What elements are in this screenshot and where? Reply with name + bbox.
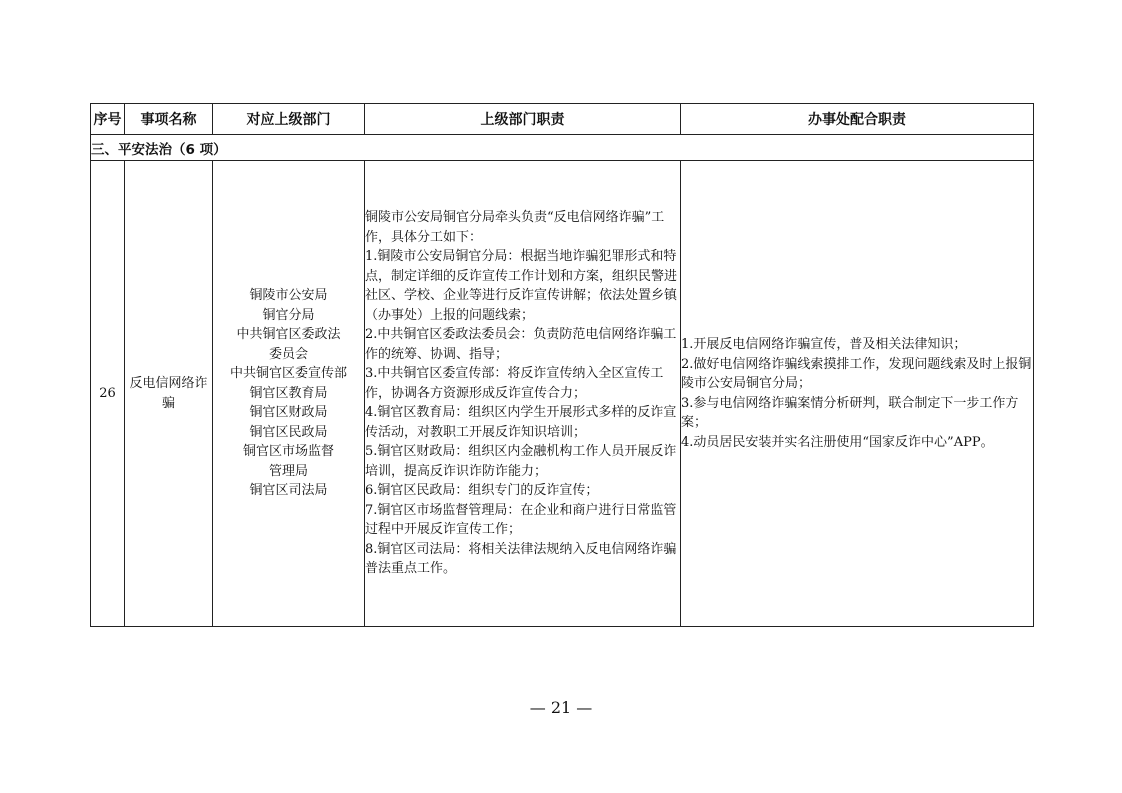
header-row xyxy=(91,104,1034,135)
department-line: 管理局 xyxy=(268,463,308,479)
department-line: 铜官区市场监督 xyxy=(242,444,334,460)
section-row xyxy=(91,135,1034,161)
duty-paragraph: 2.中共铜官区委政法委员会：负责防范电信网络诈骗工作的统筹、协调、指导； xyxy=(365,327,677,362)
row-superior-duties xyxy=(365,161,681,627)
department-line: 委员会 xyxy=(268,346,308,362)
department-line: 铜官区司法局 xyxy=(249,483,328,499)
section-title: 三、平安法治（6 项） xyxy=(91,135,1034,161)
department-line: 铜官区教育局 xyxy=(249,385,328,401)
office-duty-paragraph: 2.做好电信网络诈骗线索摸排工作，发现问题线索及时上报铜陵市公安局铜官分局； xyxy=(681,356,1032,391)
department-line: 铜官区财政局 xyxy=(249,405,328,421)
duty-paragraph: 1.铜陵市公安局铜官分局：根据当地诈骗犯罪形式和特点，制定详细的反诈宣传工作计划和方案，组织民警进社区、学校、企业等进行反诈宣传讲解；依法处置乡镇（办事处）上报的问题线索； xyxy=(365,249,678,323)
duty-paragraph: 8.铜官区司法局：将相关法律法规纳入反电信网络诈骗普法重点工作。 xyxy=(365,541,677,577)
header-item-name: 事项名称 xyxy=(125,104,213,135)
header-office-duties: 办事处配合职责 xyxy=(681,104,1034,135)
row-number: 26 xyxy=(91,161,125,627)
header-seq: 序号 xyxy=(91,104,125,135)
responsibility-table xyxy=(90,103,1034,627)
duty-paragraph: 6.铜官区民政局：组织专门的反诈宣传； xyxy=(365,483,599,499)
department-line: 铜官分局 xyxy=(262,307,315,323)
duty-paragraph: 4.铜官区教育局：组织区内学生开展形式多样的反诈宣传活动，对教职工开展反诈知识培训； xyxy=(365,405,677,440)
row-office-duties xyxy=(681,161,1034,627)
page-number: — 21 — xyxy=(529,698,593,717)
duty-paragraph: 铜陵市公安局铜官分局牵头负责“反电信网络诈骗”工作，具体分工如下： xyxy=(365,210,665,245)
office-duty-paragraph: 3.参与电信网络诈骗案情分析研判，联合制定下一步工作方案； xyxy=(681,395,1019,430)
department-line: 铜陵市公安局 xyxy=(249,288,328,304)
duty-paragraph: 7.铜官区市场监督管理局：在企业和商户进行日常监管过程中开展反诈宣传工作； xyxy=(365,502,677,538)
row-item-name: 反电信网络诈骗 xyxy=(125,161,213,627)
header-superior-dept: 对应上级部门 xyxy=(213,104,365,135)
duty-paragraph: 5.铜官区财政局：组织区内金融机构工作人员开展反诈培训，提高反诈识诈防诈能力； xyxy=(365,444,677,479)
department-line: 铜官区民政局 xyxy=(249,424,328,440)
header-superior-duties: 上级部门职责 xyxy=(365,104,681,135)
duty-paragraph: 3.中共铜官区委宣传部：将反诈宣传纳入全区宣传工作，协调各方资源形成反诈宣传合力； xyxy=(365,366,664,401)
department-line: 中共铜官区委宣传部 xyxy=(229,366,347,382)
office-duty-paragraph: 4.动员居民安装并实名注册使用“国家反诈中心”APP。 xyxy=(681,434,994,450)
table-row xyxy=(91,161,1034,627)
department-line: 中共铜官区委政法 xyxy=(236,327,341,343)
office-duty-paragraph: 1.开展反电信网络诈骗宣传，普及相关法律知识； xyxy=(681,337,967,352)
row-departments xyxy=(213,161,365,627)
